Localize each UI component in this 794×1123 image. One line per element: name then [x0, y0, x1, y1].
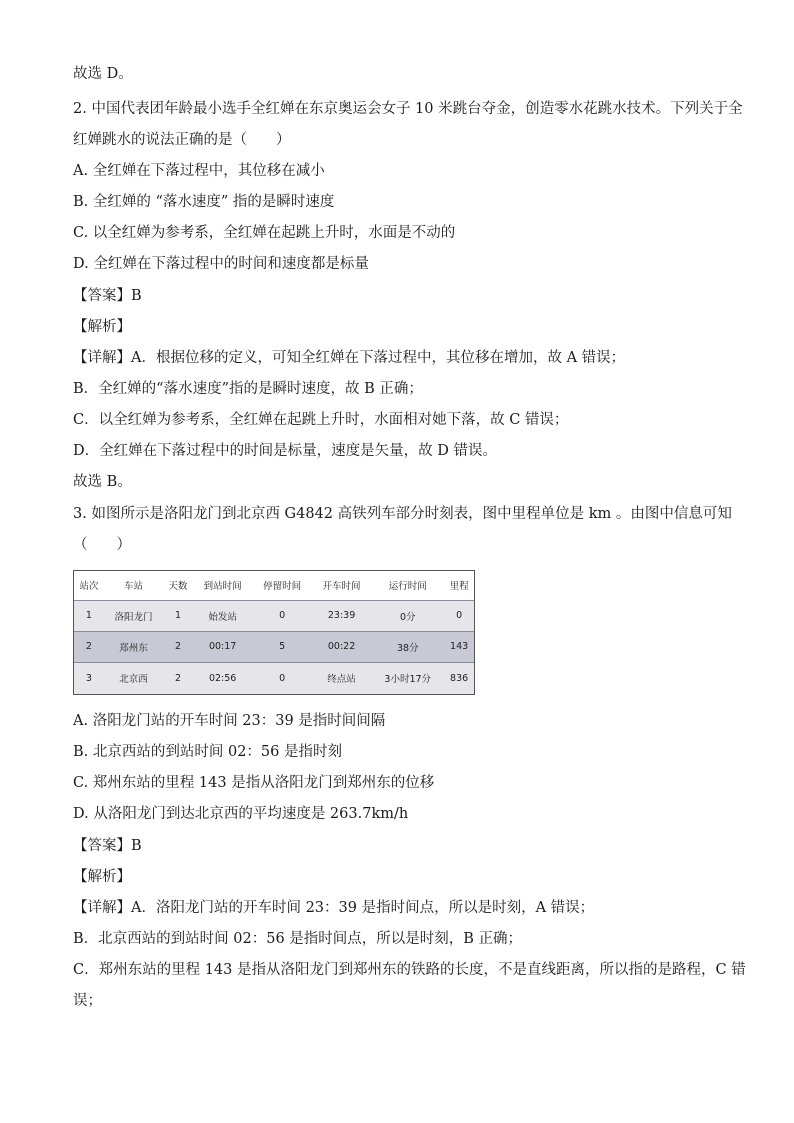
option-b: B. 全红婵的 “落水速度” 指的是瞬时速度 [73, 194, 335, 210]
answer-label: 【答案】B [73, 838, 142, 854]
timetable-table [74, 571, 474, 694]
header-cell: 运行时间 [388, 581, 427, 593]
table-cell: 始发站 [193, 600, 252, 631]
table-cell: 2 [74, 631, 104, 662]
option-d: D. 从洛阳龙门到达北京西的平均速度是 263.7km/h [73, 806, 409, 822]
table-cell: 洛阳龙门 [104, 600, 163, 631]
table-cell: 5 [252, 631, 311, 662]
detail-line: B．全红婵的“落水速度”指的是瞬时速度，故 B 正确； [73, 381, 423, 397]
table-row [74, 600, 474, 631]
table-cell: 143 [444, 631, 474, 662]
table-cell: 终点站 [312, 662, 371, 694]
text-line: 故选 B。 [73, 474, 132, 490]
table-cell: 郑州东 [104, 631, 163, 662]
detail-line: C．郑州东站的里程 143 是指从洛阳龙门到郑州东的铁路的长度，不是直线距离，所以指的是路程，C 错 [73, 962, 746, 978]
table-cell: 23:39 [312, 600, 371, 631]
header-cell: 开车时间 [322, 581, 361, 593]
header-cell: 到站时间 [203, 581, 242, 593]
detail-line: D．全红婵在下落过程中的时间是标量，速度是矢量，故 D 错误。 [73, 443, 497, 459]
table-cell: 0 [252, 600, 311, 631]
table-cell: 北京西 [104, 662, 163, 694]
analysis-label: 【解析】 [73, 869, 131, 885]
table-cell: 1 [163, 600, 193, 631]
header-cell: 停留时间 [263, 581, 302, 593]
table-cell: 3 [74, 662, 104, 694]
header-cell: 车站 [123, 581, 143, 593]
table-row [74, 631, 474, 662]
detail-line: 【详解】A．洛阳龙门站的开车时间 23：39 是指时间点，所以是时刻，A 错误； [73, 900, 595, 916]
table-cell: 0 [444, 600, 474, 631]
option-a: A. 洛阳龙门站的开车时间 23：39 是指时间间隔 [73, 713, 386, 729]
option-c: C. 郑州东站的里程 143 是指从洛阳龙门到郑州东的位移 [73, 775, 435, 791]
analysis-label: 【解析】 [73, 319, 131, 335]
table-cell: 00:17 [193, 631, 252, 662]
table-cell: 38分 [371, 631, 444, 662]
option-d: D. 全红婵在下落过程中的时间和速度都是标量 [73, 256, 369, 272]
detail-line: 【详解】A．根据位移的定义，可知全红婵在下落过程中，其位移在增加，故 A 错误； [73, 350, 626, 366]
table-cell: 3小时17分 [371, 662, 444, 694]
text-line: 故选 D。 [73, 66, 133, 82]
header-cell: 站次 [79, 581, 99, 593]
detail-line: B．北京西站的到站时间 02：56 是指时间点，所以是时刻，B 正确； [73, 931, 523, 947]
table-cell: 0分 [371, 600, 444, 631]
header-cell: 里程 [449, 581, 469, 593]
table-header-row [74, 571, 474, 600]
table-cell: 1 [74, 600, 104, 631]
table-cell: 2 [163, 662, 193, 694]
question-3-stem: 3. 如图所示是洛阳龙门到北京西 G4842 高铁列车部分时刻表，图中里程单位是 km 。由图中信息可知 [73, 506, 732, 522]
question-3-stem-cont: （ ） [73, 537, 131, 553]
detail-line: C．以全红婵为参考系，全红婵在起跳上升时，水面相对她下落，故 C 错误； [73, 412, 569, 428]
table-cell: 0 [252, 662, 311, 694]
header-cell: 天数 [168, 581, 188, 593]
table-cell: 836 [444, 662, 474, 694]
option-a: A. 全红婵在下落过程中，其位移在减小 [73, 163, 325, 179]
table-row [74, 662, 474, 694]
table-cell: 02:56 [193, 662, 252, 694]
answer-label: 【答案】B [73, 288, 142, 304]
option-c: C. 以全红婵为参考系，全红婵在起跳上升时，水面是不动的 [73, 225, 456, 241]
question-2-stem: 2. 中国代表团年龄最小选手全红婵在东京奥运会女子 10 米跳台夺金，创造零水花跳水技术。下列关于全 [73, 101, 743, 117]
option-b: B. 北京西站的到站时间 02：56 是指时刻 [73, 744, 342, 760]
train-timetable [73, 570, 475, 695]
table-cell: 2 [163, 631, 193, 662]
detail-line-cont: 误； [73, 993, 102, 1009]
table-cell: 00:22 [312, 631, 371, 662]
question-2-stem-cont: 红婵跳水的说法正确的是（ ） [73, 132, 291, 148]
